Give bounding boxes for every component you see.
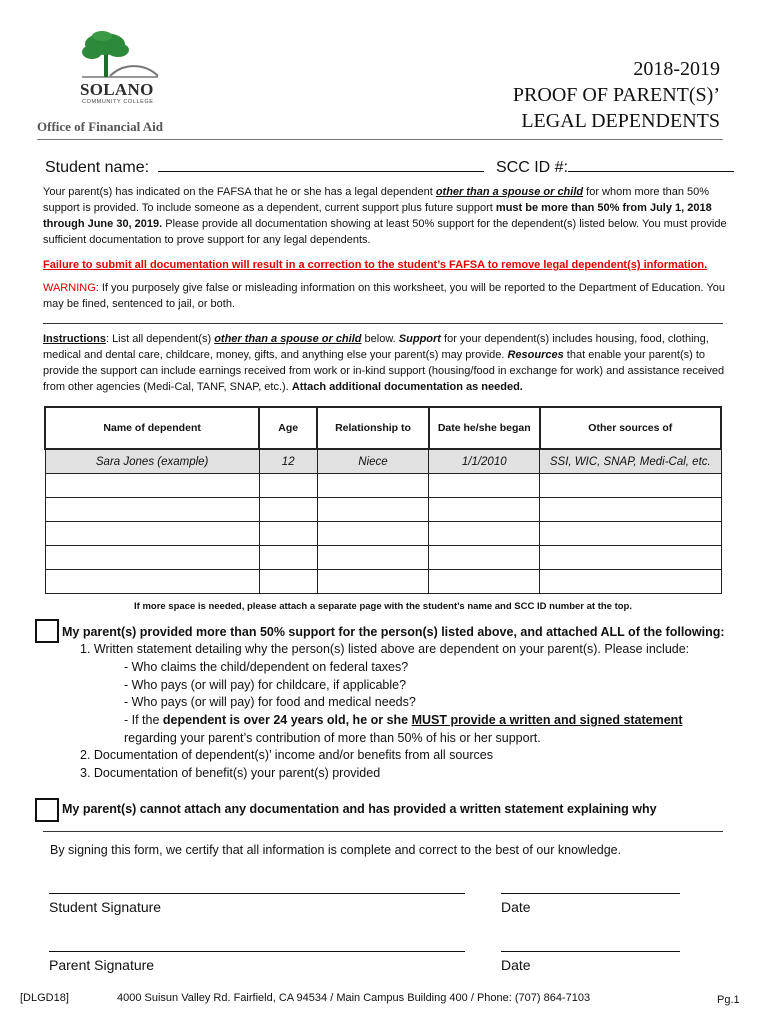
form-title-line1: PROOF OF PARENT(S)’: [512, 84, 720, 106]
example-other-sources: SSI, WIC, SNAP, Medi-Cal, etc.: [540, 449, 721, 474]
student-signature-line[interactable]: [49, 893, 465, 894]
option2-heading: My parent(s) cannot attach any documentation and has provided a written statement explaining why: [62, 802, 657, 816]
example-name: Sara Jones (example): [45, 449, 259, 474]
relationship-cell[interactable]: [317, 546, 429, 570]
date-cell[interactable]: [429, 570, 540, 594]
intro-text-1: Your parent(s) has indicated on the FAFSA that he or she has a legal dependent: [43, 186, 436, 198]
form-year: 2018-2019: [633, 58, 720, 80]
support-term: Support: [398, 333, 441, 345]
option2-divider: [43, 831, 723, 832]
header-date-began: Date he/she began: [429, 407, 540, 449]
resources-term: Resources: [507, 349, 564, 361]
parent-signature-line[interactable]: [49, 951, 465, 952]
logo-name: SOLANO: [80, 80, 154, 99]
header-relationship: Relationship to: [317, 407, 429, 449]
office-name: Office of Financial Aid: [37, 119, 164, 134]
scc-id-label: SCC ID #:: [495, 159, 568, 176]
relationship-cell[interactable]: [317, 498, 429, 522]
student-name-label: Student name:: [45, 159, 150, 176]
certify-text: By signing this form, we certify that all information is complete and correct to the best of our knowledge.: [50, 843, 622, 857]
table-row: [45, 498, 721, 522]
instructions-label: Instructions: [43, 333, 106, 345]
option1-heading: My parent(s) provided more than 50% support for the person(s) listed above, and attached ALL of the following:: [62, 625, 725, 639]
name-cell[interactable]: [45, 546, 259, 570]
example-age: 12: [259, 449, 317, 474]
table-row: [45, 570, 721, 594]
age-cell[interactable]: [259, 522, 317, 546]
relationship-cell[interactable]: [317, 570, 429, 594]
table-header-row: [45, 407, 721, 449]
student-info-row: [45, 157, 734, 177]
page-number: Pg.1: [717, 994, 740, 1006]
other-sources-cell[interactable]: [540, 474, 721, 498]
student-date-line[interactable]: [501, 893, 680, 894]
student-signature-label: Student Signature: [49, 899, 162, 915]
option1-sub4: [124, 712, 682, 730]
option1-sub4-cont: regarding your parent’s contribution of more than 50% of his or her support.: [124, 731, 541, 745]
name-cell[interactable]: [45, 570, 259, 594]
header-divider: [37, 139, 723, 140]
date-cell[interactable]: [429, 546, 540, 570]
section-divider: [43, 323, 723, 324]
option1-sub3: - Who pays (or will pay) for food and medical needs?: [124, 695, 416, 709]
date-cell[interactable]: [429, 522, 540, 546]
parent-date-line[interactable]: [501, 951, 680, 952]
table-row: [45, 474, 721, 498]
other-sources-cell[interactable]: [540, 498, 721, 522]
failure-notice: [43, 257, 728, 273]
header-other-sources: Other sources of: [540, 407, 721, 449]
form-code: [DLGD18]: [20, 992, 69, 1004]
header-age: Age: [259, 407, 317, 449]
instructions-text-4: that enable your parent(s) to provide the support can include earnings received from work or in-kind support (housing/food in exchange for work) and assistance received from other agencies (Medi-Cal, TANF, SNAP, etc.).: [43, 349, 725, 393]
dependents-table: [44, 406, 722, 594]
sub4-text-1: - If the: [124, 713, 163, 727]
warning-paragraph: [43, 280, 728, 312]
failure-text: Failure to submit all documentation will result in a correction to the student’s FAFSA to remove legal dependent(s) information.: [43, 259, 708, 271]
sub4-text-2: dependent is over 24 years old, he or she: [162, 713, 412, 727]
intro-paragraph: [43, 184, 728, 248]
parent-signature-label: Parent Signature: [49, 957, 155, 973]
age-cell[interactable]: [259, 570, 317, 594]
example-date-began: 1/1/2010: [429, 449, 540, 474]
age-cell[interactable]: [259, 546, 317, 570]
example-relationship: Niece: [317, 449, 429, 474]
age-cell[interactable]: [259, 474, 317, 498]
attach-note: Attach additional documentation as needed.: [291, 381, 523, 393]
intro-text-3: Please provide all documentation showing at least 50% support for the dependent(s) listed below. You must provide sufficient documentation to prove support for any legal dependents.: [43, 218, 727, 246]
option1-item2: 2. Documentation of dependent(s)’ income and/or benefits from all sources: [80, 748, 493, 762]
table-row: [45, 546, 721, 570]
instructions-paragraph: [43, 331, 728, 395]
warning-text: : If you purposely give false or misleading information on this worksheet, you will be reported to the Department of Education. You may be fined, sentenced to jail, or both.: [43, 282, 725, 310]
option1-sub2: - Who pays (or will pay) for childcare, if applicable?: [124, 678, 407, 692]
intro-emphasis: other than a spouse or child: [435, 186, 584, 198]
relationship-cell[interactable]: [317, 474, 429, 498]
instructions-text-2: below.: [361, 333, 399, 345]
other-sources-cell[interactable]: [540, 522, 721, 546]
table-note: If more space is needed, please attach a separate page with the student’s name and SCC ID number at the top.: [134, 601, 632, 612]
option1-sub1: - Who claims the child/dependent on federal taxes?: [124, 660, 409, 674]
intro-date-range: must be more than 50% from July 1, 2018 through June 30, 2019.: [43, 202, 712, 230]
warning-label: WARNING: [43, 282, 96, 294]
form-title-line2: LEGAL DEPENDENTS: [521, 110, 720, 132]
name-cell[interactable]: [45, 522, 259, 546]
other-sources-cell[interactable]: [540, 546, 721, 570]
logo-subtitle: COMMUNITY COLLEGE: [82, 99, 154, 105]
option1-checkbox[interactable]: [35, 619, 59, 643]
student-date-label: Date: [501, 899, 531, 915]
student-name-field[interactable]: [158, 157, 484, 172]
scc-id-field[interactable]: [568, 157, 734, 172]
date-cell[interactable]: [429, 498, 540, 522]
intro-text-2: for whom more than 50% support is provided. To include someone as a dependent, current support plus future support: [43, 186, 710, 214]
other-sources-cell[interactable]: [540, 570, 721, 594]
option1-item3: 3. Documentation of benefit(s) your parent(s) provided: [80, 766, 381, 780]
parent-date-label: Date: [501, 957, 531, 973]
footer-address: 4000 Suisun Valley Rd. Fairfield, CA 94534 / Main Campus Building 400 / Phone: (707) 864-7103: [117, 992, 591, 1004]
relationship-cell[interactable]: [317, 522, 429, 546]
header-name: Name of dependent: [45, 407, 259, 449]
name-cell[interactable]: [45, 498, 259, 522]
sub4-emphasis: MUST provide a written and signed statement: [411, 713, 683, 727]
instructions-emphasis: other than a spouse or child: [214, 333, 362, 345]
name-cell[interactable]: [45, 474, 259, 498]
instructions-text-1: : List all dependent(s): [105, 333, 215, 345]
instructions-text-3: for your dependent(s) includes housing, food, clothing, medical and dental care, childcare, money, gifts, and anything else your parent(s) may provide.: [43, 333, 709, 361]
option1-item1: 1. Written statement detailing why the person(s) listed above are dependent on your parent(s). Please include:: [80, 642, 690, 656]
table-row-example: [45, 449, 721, 474]
table-row: [45, 522, 721, 546]
date-cell[interactable]: [429, 474, 540, 498]
age-cell[interactable]: [259, 498, 317, 522]
option2-checkbox[interactable]: [35, 798, 59, 822]
